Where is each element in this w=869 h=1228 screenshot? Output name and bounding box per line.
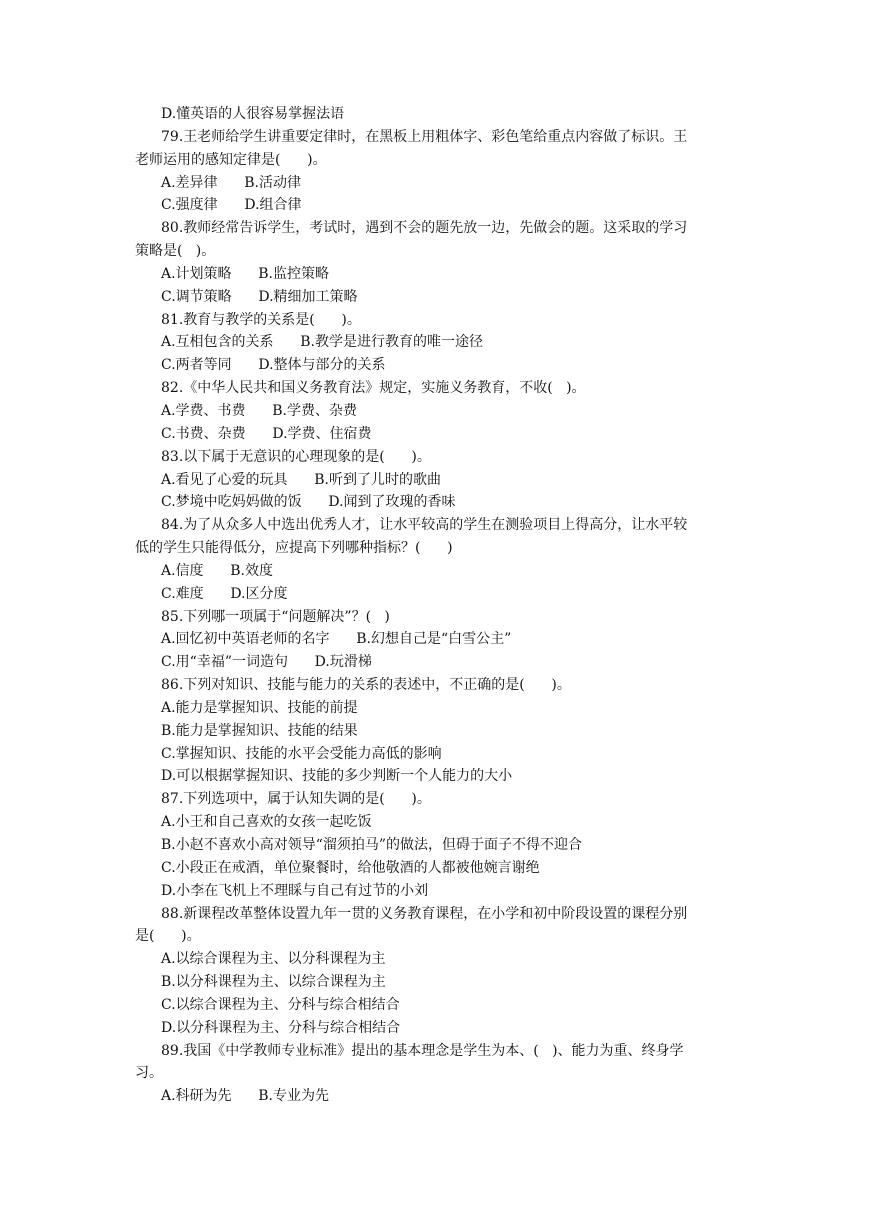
question-83-line: 83.以下属于无意识的心理现象的是( )。 bbox=[161, 448, 431, 465]
option-line: A.互相包含的关系 B.教学是进行教育的唯一途径 bbox=[161, 334, 483, 351]
option-line: C.难度 D.区分度 bbox=[161, 585, 288, 602]
question-80-line: 80.教师经常告诉学生，考试时，遇到不会的题先放一边，先做会的题。这采取的学习 bbox=[161, 220, 688, 237]
option-line: C.用“幸福”一词造句 D.玩滑梯 bbox=[161, 654, 372, 671]
question-85-line: 85.下列哪一项属于“问题解决”？( ) bbox=[161, 608, 390, 625]
question-84-line-cont: 低的学生只能得低分，应提高下列哪种指标？( ) bbox=[135, 540, 453, 557]
option-line: A.学费、书费 B.学费、杂费 bbox=[161, 402, 357, 419]
question-87-line: 87.下列选项中，属于认知失调的是( )。 bbox=[161, 791, 431, 808]
option-line: A.科研为先 B.专业为先 bbox=[161, 1088, 329, 1105]
option-line: A.以综合课程为主、以分科课程为主 bbox=[161, 951, 386, 968]
option-line: C.书费、杂费 D.学费、住宿费 bbox=[161, 425, 372, 442]
question-89-line: 89.我国《中学教师专业标准》提出的基本理念是学生为本、( )、能力为重、终身学 bbox=[161, 1042, 684, 1059]
option-line: D.可以根据掌握知识、技能的多少判断一个人能力的大小 bbox=[161, 768, 513, 785]
question-84-line: 84.为了从众多人中选出优秀人才，让水平较高的学生在测验项目上得高分，让水平较 bbox=[161, 517, 688, 534]
question-79-line: 79.王老师给学生讲重要定律时，在黑板上用粗体字、彩色笔给重点内容做了标识。王 bbox=[161, 128, 688, 145]
question-79-line-cont: 老师运用的感知定律是( )。 bbox=[135, 151, 327, 168]
option-line: A.差异律 B.活动律 bbox=[161, 174, 301, 191]
option-line: D.小李在飞机上不理睬与自己有过节的小刘 bbox=[161, 882, 429, 899]
option-line: C.两者等同 D.整体与部分的关系 bbox=[161, 357, 386, 374]
question-89-line-cont: 习。 bbox=[135, 1065, 163, 1082]
question-86-line: 86.下列对知识、技能与能力的关系的表述中，不正确的是( )。 bbox=[161, 677, 571, 694]
option-line: C.强度律 D.组合律 bbox=[161, 197, 302, 214]
option-line: C.小段正在戒酒，单位聚餐时，给他敬酒的人都被他婉言谢绝 bbox=[161, 859, 540, 876]
option-line: B.以分科课程为主、以综合课程为主 bbox=[161, 974, 386, 991]
option-line: C.调节策略 D.精细加工策略 bbox=[161, 288, 358, 305]
option-line: B.小赵不喜欢小高对领导“溜须拍马”的做法，但碍于面子不得不迎合 bbox=[161, 837, 583, 853]
option-line: A.能力是掌握知识、技能的前提 bbox=[161, 699, 358, 716]
option-line: A.信度 B.效度 bbox=[161, 562, 273, 579]
option-line: B.能力是掌握知识、技能的结果 bbox=[161, 722, 358, 739]
option-line: A.看见了心爱的玩具 B.听到了儿时的歌曲 bbox=[161, 471, 441, 488]
question-text-block bbox=[0, 103, 869, 1108]
option-line: C.掌握知识、技能的水平会受能力高低的影响 bbox=[161, 745, 442, 762]
option-line: C.以综合课程为主、分科与综合相结合 bbox=[161, 996, 400, 1013]
option-line: A.计划策略 B.监控策略 bbox=[161, 265, 329, 282]
question-82-line: 82.《中华人民共和国义务教育法》规定，实施义务教育，不收( )。 bbox=[161, 380, 586, 397]
question-88-line-cont: 是( )。 bbox=[135, 928, 201, 945]
option-line: D.以分科课程为主、分科与综合相结合 bbox=[161, 1019, 401, 1036]
question-80-line-cont: 策略是( )。 bbox=[135, 243, 216, 260]
option-line: D.懂英语的人很容易掌握法语 bbox=[161, 106, 345, 122]
option-line: C.梦境中吃妈妈做的饭 D.闻到了玫瑰的香味 bbox=[161, 494, 456, 511]
option-line: A.回忆初中英语老师的名字 B.幻想自己是“白雪公主” bbox=[161, 631, 512, 648]
option-line: A.小王和自己喜欢的女孩一起吃饭 bbox=[161, 814, 372, 831]
question-81-line: 81.教育与教学的关系是( )。 bbox=[161, 311, 361, 328]
question-88-line: 88.新课程改革整体设置九年一贯的义务教育课程，在小学和初中阶段设置的课程分别 bbox=[161, 905, 688, 922]
